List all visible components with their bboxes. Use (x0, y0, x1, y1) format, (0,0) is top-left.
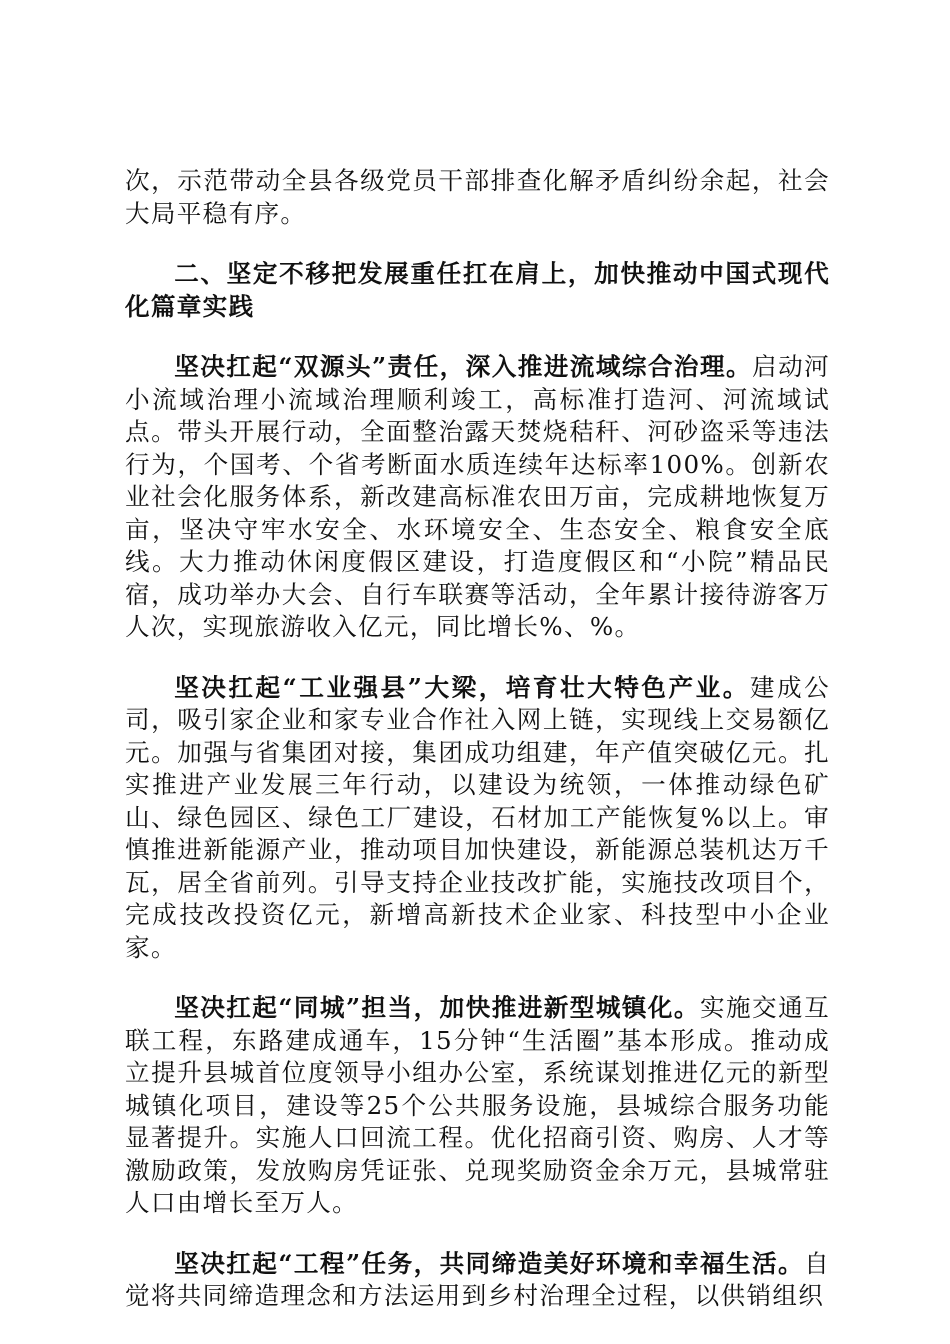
paragraph-water-governance (125, 351, 830, 644)
paragraph-lead: 坚决扛起“工业强县”大梁，培育壮大特色产业。 (174, 672, 750, 702)
paragraph-lead: 坚决扛起“工程”任务，共同缔造美好环境和幸福生活。 (174, 1248, 805, 1278)
paragraph-lead: 坚决扛起“双源头”责任，深入推进流域综合治理。 (174, 352, 753, 381)
paragraph-urbanization (125, 992, 830, 1220)
paragraph-body: 建成公司，吸引家企业和家专业合作社入网上链，实现线上交易额亿元。加强与省集团对接，集团成功组建，年产值突破亿元。扎实推进产业发展三年行动，以建设为统领，一体推动绿色矿山、绿色园区、绿色工厂建设，石材加工产能恢复%以上。审慎推进新能源产业，推动项目加快建设，新能源总装机达万千瓦，居全省前列。引导支持企业技改扩能，实施技改项目个，完成技改投资亿元，新增高新技术企业家、科技型中小企业家。 (125, 672, 830, 962)
section-heading: 二、坚定不移把发展重任扛在肩上，加快推动中国式现代化篇章实践 (125, 259, 830, 321)
paragraph-body: 自觉将共同缔造理念和方法运用到乡村治理全过程，以供销组织 (125, 1248, 830, 1310)
paragraph-body: 实施交通互联工程，东路建成通车，15分钟“生活圈”基本形成。推动成立提升县城首位度领导小组办公室，系统谋划推进亿元的新型城镇化项目，建设等25个公共服务设施，县城综合服务功能显著提升。实施人口回流工程。优化招商引资、购房、人才等激励政策，发放购房凭证张、兑现奖励资金余万元，县城常驻人口由增长至万人。 (125, 993, 830, 1217)
paragraph-lead: 坚决扛起“同城”担当，加快推进新型城镇化。 (174, 993, 700, 1022)
paragraph-co-creation (125, 1248, 830, 1313)
document-body (125, 165, 830, 1341)
paragraph-body: 启动河小流域治理小流域治理顺利竣工，高标准打造河、河流域试点。带头开展行动，全面整治露天焚烧秸秆、河砂盗采等违法行为，个国考、个省考断面水质连续年达标率100%。创新农业社会化服务体系，新改建高标准农田万亩，完成耕地恢复万亩，坚决守牢水安全、水环境安全、生态安全、粮食安全底线。大力推动休闲度假区建设，打造度假区和“小院”精品民宿，成功举办大会、自行车联赛等活动，全年累计接待游客万人次，实现旅游收入亿元，同比增长%、%。 (125, 352, 830, 641)
continuation-paragraph: 次，示范带动全县各级党员干部排查化解矛盾纠纷余起，社会大局平稳有序。 (125, 166, 830, 228)
paragraph-industry (125, 672, 830, 965)
